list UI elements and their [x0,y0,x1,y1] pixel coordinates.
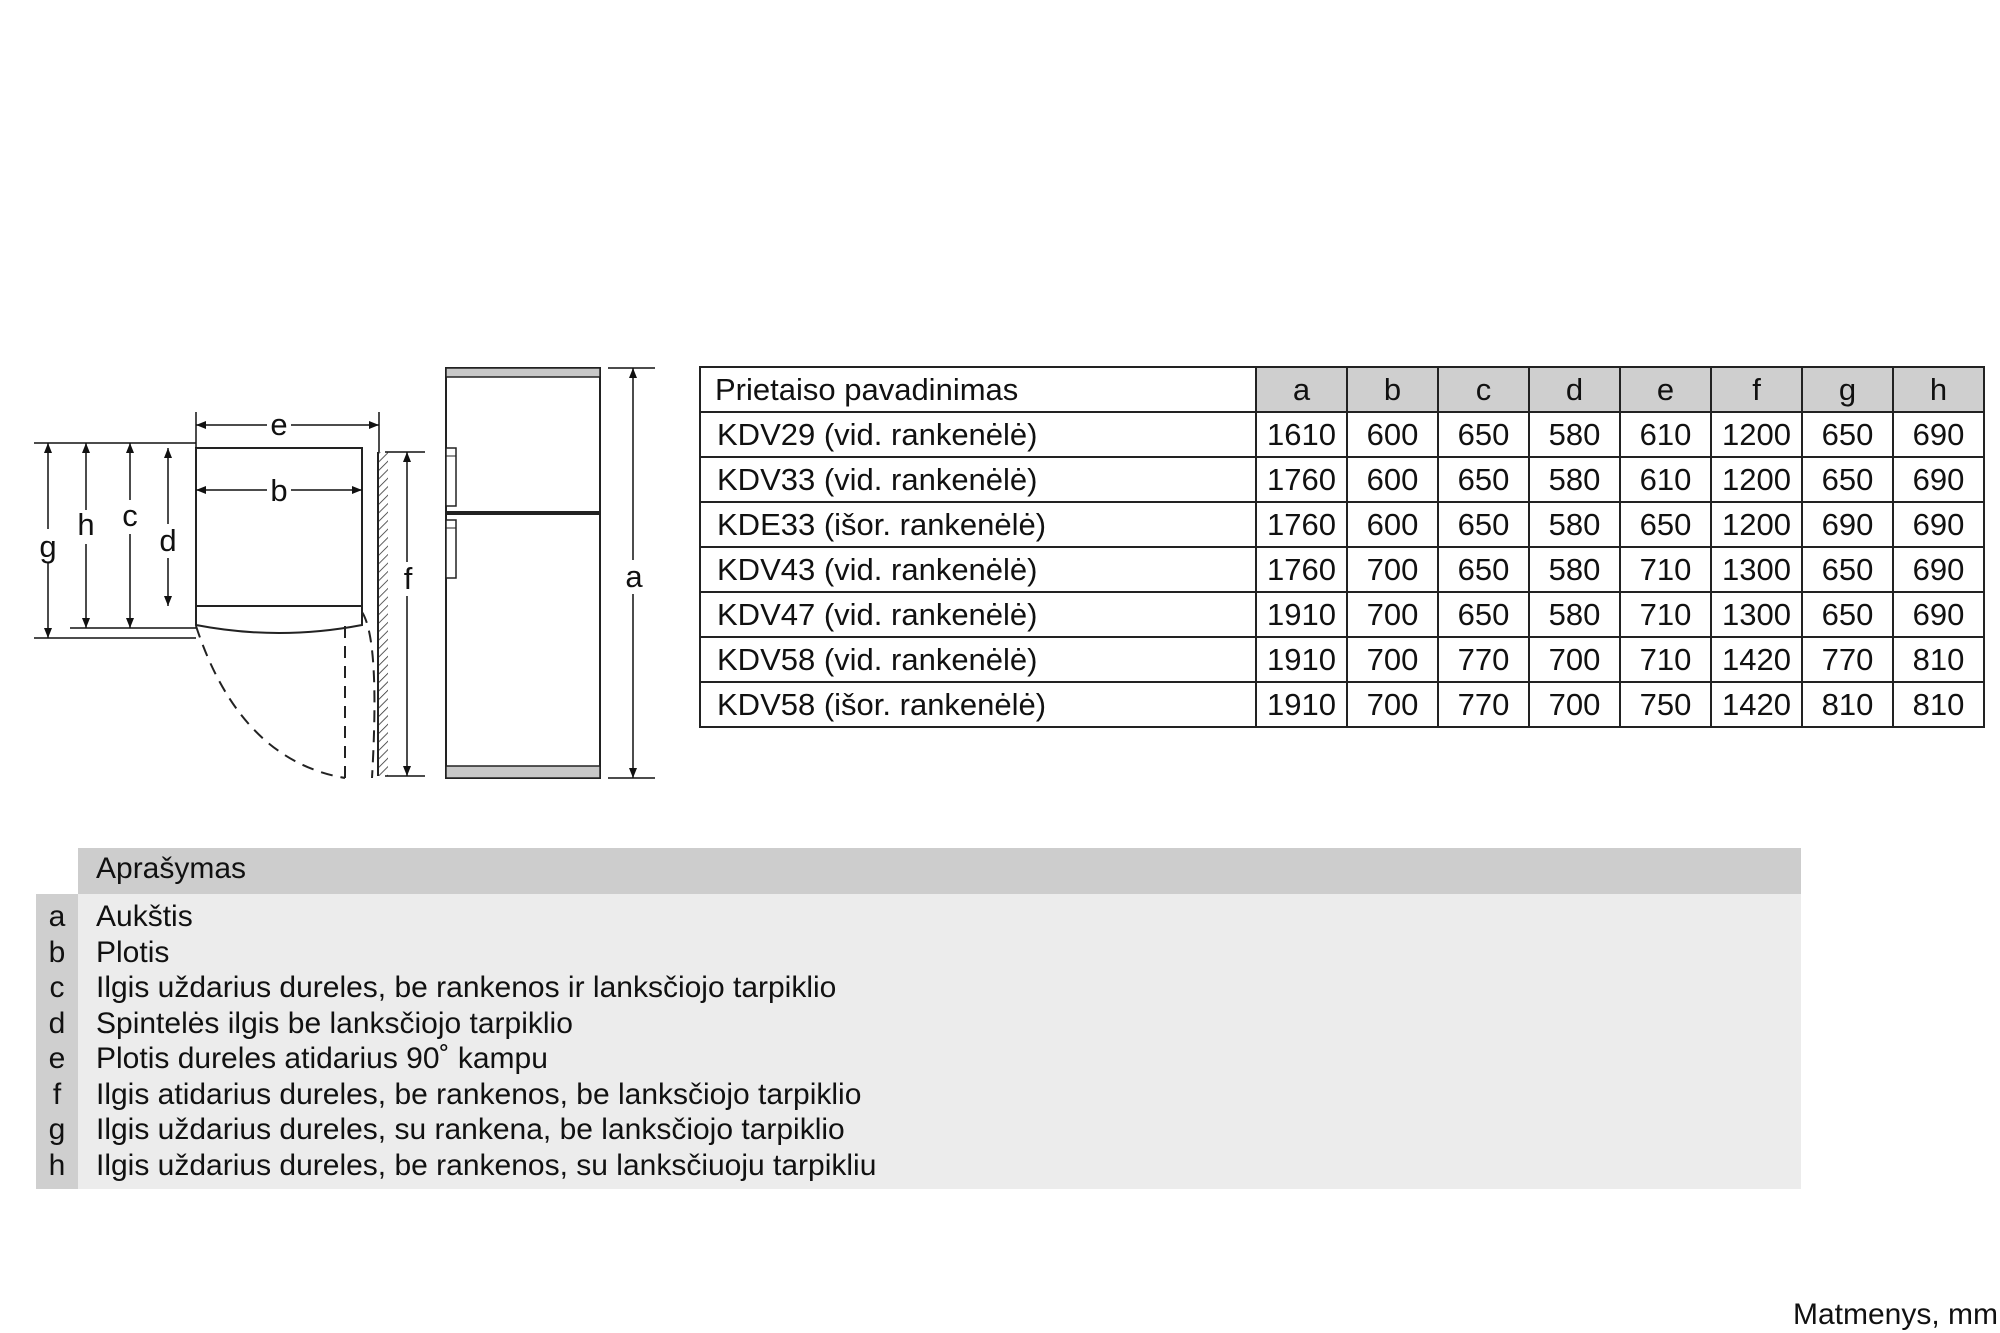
dimension-cell-b: 600 [1347,412,1438,457]
legend-key: c [49,971,65,1004]
fridge-body [446,368,600,778]
legend-text: Ilgis uždarius dureles, su rankena, be lanksčiojo tarpiklio [96,1113,845,1146]
dimension-cell-e: 750 [1620,682,1711,727]
dimension-cell-c: 650 [1438,457,1529,502]
dimension-cell-a: 1760 [1256,457,1347,502]
legend-text: Plotis dureles atidarius 90˚ kampu [96,1042,548,1075]
dimension-cell-h: 810 [1893,637,1984,682]
legend-key: b [48,935,66,969]
door-closed [196,606,362,633]
dimension-cell-h: 690 [1893,502,1984,547]
table-row [700,547,1984,592]
dimension-cell-b: 700 [1347,637,1438,682]
column-header-h: h [1893,367,1984,412]
legend-text: Ilgis uždarius dureles, be rankenos, su lanksčiuoju tarpikliu [96,1148,877,1182]
model-name-cell: KDV43 (vid. rankenėlė) [700,547,1256,592]
label-e: e [270,407,288,442]
dimension-cell-c: 650 [1438,502,1529,547]
table-row [700,637,1984,682]
dimension-cell-f: 1200 [1711,412,1802,457]
upper-handle [446,448,456,506]
legend-key: f [52,1077,62,1111]
legend-header [78,848,1801,894]
dimension-cell-h: 810 [1893,682,1984,727]
dimension-cell-a: 1910 [1256,637,1347,682]
dimension-cell-g: 770 [1802,637,1893,682]
dimension-cell-b: 700 [1347,592,1438,637]
door-open-edge [362,612,374,778]
dimension-cell-b: 600 [1347,457,1438,502]
legend-key: a [48,900,66,933]
dimension-cell-c: 770 [1438,682,1529,727]
dimension-cell-e: 610 [1620,457,1711,502]
legend-text: Plotis [96,935,170,969]
dimension-cell-c: 770 [1438,637,1529,682]
dimension-cell-e: 710 [1620,637,1711,682]
dimension-cell-d: 580 [1529,412,1620,457]
dimension-cell-g: 690 [1802,502,1893,547]
model-name-cell: KDV58 (išor. rankenėlė) [700,682,1256,727]
dimension-cell-h: 690 [1893,412,1984,457]
dimension-cell-e: 650 [1620,502,1711,547]
table-row [700,412,1984,457]
label-f: f [403,561,413,596]
table-row [700,592,1984,637]
legend-key: g [48,1113,66,1146]
description-legend [36,848,1801,1189]
dimension-cell-d: 580 [1529,457,1620,502]
door-swing-arc [196,626,345,778]
label-h: h [77,507,95,542]
units-note: Matmenys, mm [1792,1298,1998,1331]
label-a: a [625,559,643,594]
column-header-b: b [1347,367,1438,412]
legend-text: Spintelės ilgis be lanksčiojo tarpiklio [96,1006,573,1040]
dimension-cell-a: 1760 [1256,547,1347,592]
column-header-c: c [1438,367,1529,412]
dimension-cell-g: 650 [1802,412,1893,457]
label-d: d [159,523,177,558]
lower-handle [446,520,456,578]
dimension-cell-g: 650 [1802,592,1893,637]
dimension-cell-b: 700 [1347,682,1438,727]
fridge-bottom-strip [446,766,600,778]
dimension-cell-d: 580 [1529,547,1620,592]
model-name-cell: KDV58 (vid. rankenėlė) [700,637,1256,682]
dimension-cell-e: 710 [1620,592,1711,637]
dimension-cell-h: 690 [1893,457,1984,502]
model-name-cell: KDV33 (vid. rankenėlė) [700,457,1256,502]
column-header-g: g [1802,367,1893,412]
label-g: g [39,529,57,564]
label-b: b [270,473,288,508]
front-view [446,368,600,778]
dimension-cell-a: 1760 [1256,502,1347,547]
dimension-cell-c: 650 [1438,547,1529,592]
dimension-cell-g: 810 [1802,682,1893,727]
dimension-cell-g: 650 [1802,547,1893,592]
dimension-cell-c: 650 [1438,592,1529,637]
legend-key: h [48,1148,66,1182]
dimension-cell-g: 650 [1802,457,1893,502]
dimension-cell-b: 600 [1347,502,1438,547]
dimension-cell-d: 580 [1529,502,1620,547]
dimension-cell-f: 1300 [1711,547,1802,592]
dimension-cell-f: 1420 [1711,637,1802,682]
dimension-cell-e: 610 [1620,412,1711,457]
dimension-cell-f: 1200 [1711,502,1802,547]
table-row [700,457,1984,502]
dimension-cell-d: 580 [1529,592,1620,637]
column-header-name: Prietaiso pavadinimas [700,367,1256,412]
table-row [700,682,1984,727]
model-name-cell: KDV29 (vid. rankenėlė) [700,412,1256,457]
dimension-cell-f: 1300 [1711,592,1802,637]
model-name-cell: KDV47 (vid. rankenėlė) [700,592,1256,637]
top-view-dimensions [34,412,425,776]
legend-key: d [48,1006,66,1040]
legend-text: Ilgis uždarius dureles, be rankenos ir lanksčiojo tarpiklio [96,971,837,1004]
dimension-cell-h: 690 [1893,592,1984,637]
model-name-cell: KDE33 (išor. rankenėlė) [700,502,1256,547]
dimension-cell-b: 700 [1347,547,1438,592]
column-header-a: a [1256,367,1347,412]
table-row [700,502,1984,547]
legend-text: Ilgis atidarius dureles, be rankenos, be lanksčiojo tarpiklio [96,1077,862,1111]
dimension-cell-h: 690 [1893,547,1984,592]
dimension-cell-a: 1910 [1256,682,1347,727]
wall-hatch [378,452,388,776]
dimension-cell-a: 1610 [1256,412,1347,457]
dimension-cell-a: 1910 [1256,592,1347,637]
fridge-top-strip [446,368,600,377]
legend-title: Aprašymas [96,852,247,885]
dimension-cell-d: 700 [1529,682,1620,727]
dimension-cell-f: 1200 [1711,457,1802,502]
legend-text: Aukštis [96,900,193,933]
label-c: c [122,498,138,533]
dimension-cell-e: 710 [1620,547,1711,592]
table-header-row [700,367,1984,412]
dimension-cell-f: 1420 [1711,682,1802,727]
dimension-cell-c: 650 [1438,412,1529,457]
legend-key: e [48,1042,66,1075]
column-header-e: e [1620,367,1711,412]
cabinet-outline [196,448,362,606]
dimension-cell-d: 700 [1529,637,1620,682]
column-header-d: d [1529,367,1620,412]
column-header-f: f [1711,367,1802,412]
dimensions-table [699,366,1985,728]
